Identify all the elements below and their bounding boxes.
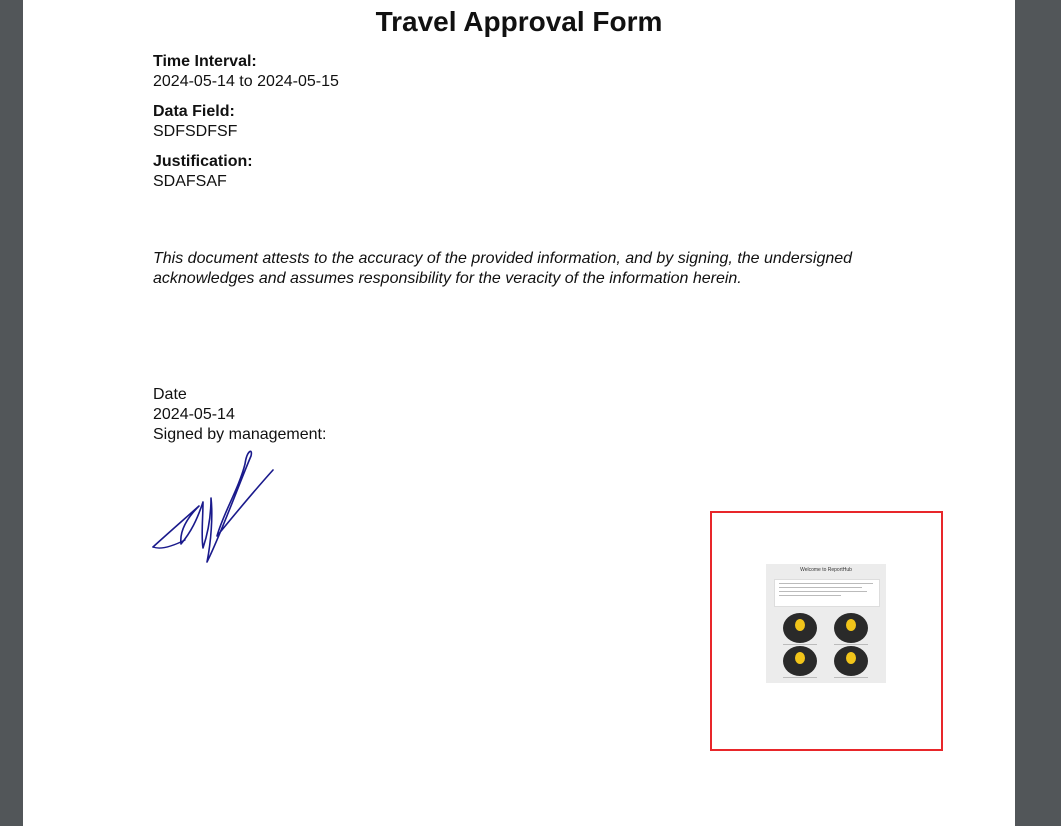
- form-title: Travel Approval Form: [375, 6, 663, 37]
- date-value: 2024-05-14: [153, 406, 235, 423]
- data-field-label: Data Field:: [153, 103, 235, 120]
- time-interval-field: [153, 52, 339, 92]
- data-field-value: SDFSDFSF: [153, 123, 238, 140]
- attestation-text: This document attests to the accuracy of the provided information, and by signing, the undersigned acknowledges and assumes responsibility for the veracity of the information herein.: [153, 250, 853, 287]
- document-page: [23, 0, 1015, 826]
- thumbnail-title: Welcome to ReportHub: [800, 567, 852, 573]
- data-field-field: [153, 102, 237, 142]
- attachment-thumbnail[interactable]: [766, 564, 886, 683]
- signature-image: [151, 444, 275, 566]
- date-label: Date: [153, 386, 187, 403]
- attachment-frame[interactable]: [710, 511, 943, 751]
- coin-caption: [834, 644, 868, 645]
- justification-value: SDAFSAF: [153, 173, 227, 190]
- time-interval-value: 2024-05-14 to 2024-05-15: [153, 73, 339, 90]
- justification-field: [153, 152, 253, 192]
- signed-by-label: Signed by management:: [153, 426, 327, 443]
- coin-caption: [834, 677, 868, 678]
- thumbnail-text-box: [774, 579, 880, 607]
- justification-label: Justification:: [153, 153, 253, 170]
- coin-caption: [783, 644, 817, 645]
- coin-icon: [834, 613, 868, 643]
- signature-block: [153, 385, 326, 445]
- time-interval-label: Time Interval:: [153, 53, 257, 70]
- coin-icon: [783, 646, 817, 676]
- coin-icon: [783, 613, 817, 643]
- coin-icon: [834, 646, 868, 676]
- coin-caption: [783, 677, 817, 678]
